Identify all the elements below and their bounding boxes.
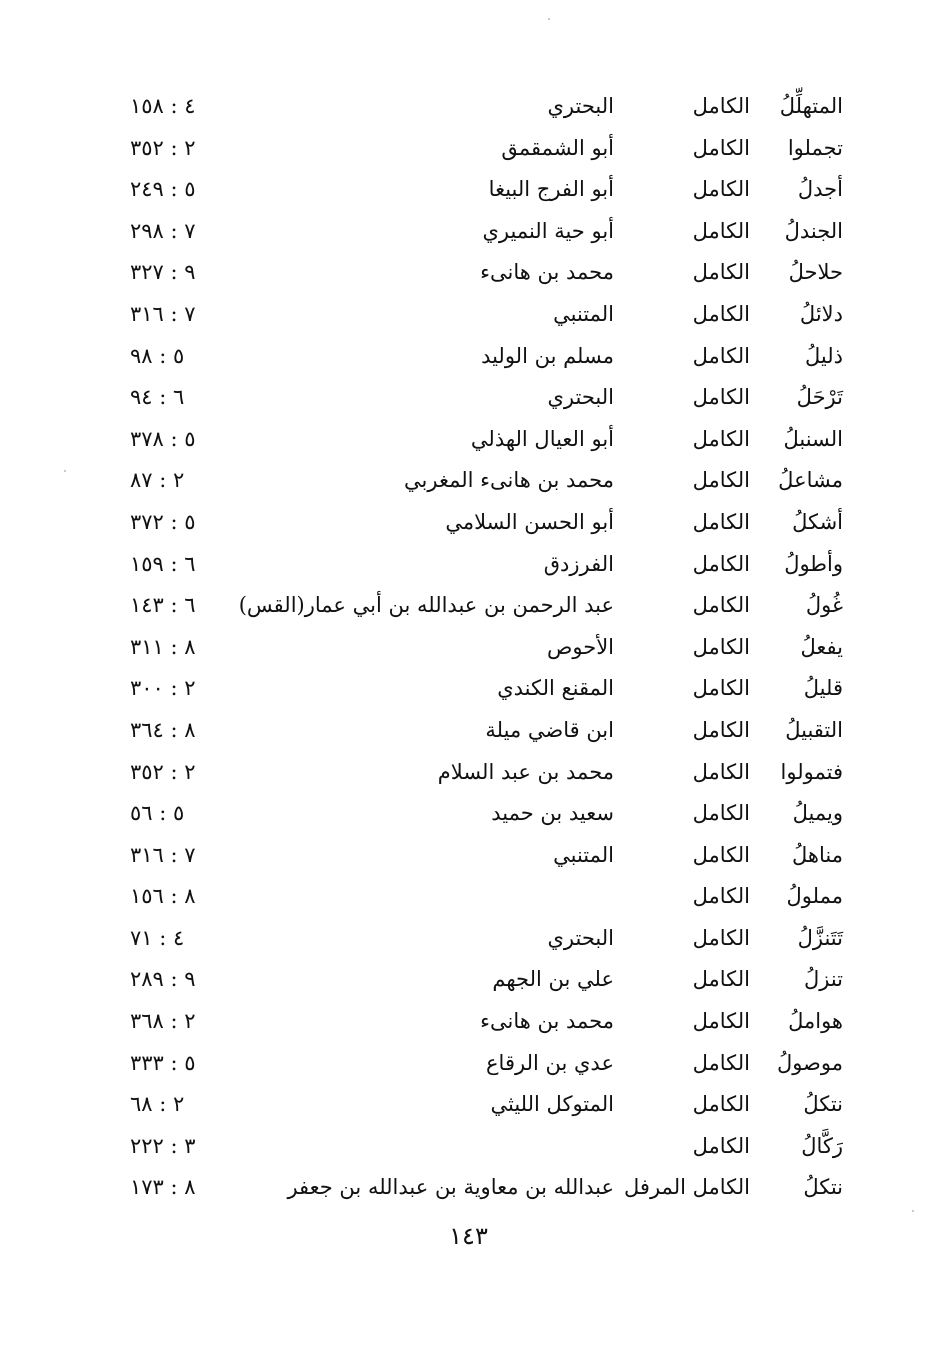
poet-name: محمد بن هانىء المغربي xyxy=(404,468,614,493)
rhyme-word: أجدلُ xyxy=(797,177,843,202)
volume-page-ref: ٧ : ٣١٦ xyxy=(130,842,196,867)
index-row xyxy=(0,1167,937,1209)
index-row xyxy=(0,585,937,627)
rhyme-word: الجندلُ xyxy=(784,218,843,243)
poet-name: محمد بن هانىء xyxy=(480,1009,614,1034)
meter-name: الكامل xyxy=(692,884,750,909)
rhyme-word: دلائلُ xyxy=(799,301,843,326)
poet-name: أبو الفرج البيغا xyxy=(488,177,614,202)
index-row xyxy=(0,86,937,128)
meter-name: الكامل xyxy=(692,551,750,576)
rhyme-word: حلاحلُ xyxy=(788,260,843,285)
index-row xyxy=(0,793,937,835)
meter-name: الكامل xyxy=(692,1050,750,1075)
volume-page-ref: ٥ : ٣٣٣ xyxy=(130,1050,196,1075)
volume-page-ref: ٥ : ٢٤٩ xyxy=(130,177,196,202)
page-number: ١٤٣ xyxy=(449,1222,488,1250)
poet-name: مسلم بن الوليد xyxy=(481,343,614,368)
volume-page-ref: ٧ : ٢٩٨ xyxy=(130,218,196,243)
meter-name: الكامل xyxy=(692,967,750,992)
index-row xyxy=(0,1084,937,1126)
rhyme-word: هواملُ xyxy=(788,1009,843,1034)
index-row xyxy=(0,252,937,294)
volume-page-ref: ٨ : ١٥٦ xyxy=(130,884,196,909)
index-row xyxy=(0,627,937,669)
rhyme-word: ويميلُ xyxy=(792,801,843,826)
meter-name: الكامل xyxy=(692,634,750,659)
index-row xyxy=(0,336,937,378)
poet-name: عبد الرحمن بن عبدالله بن أبي عمار(القس) xyxy=(238,593,614,618)
index-row xyxy=(0,169,937,211)
poet-name: المتنبي xyxy=(553,842,614,867)
meter-name: الكامل xyxy=(692,343,750,368)
index-row xyxy=(0,1001,937,1043)
poet-name: ابن قاضي ميلة xyxy=(485,717,614,742)
index-row xyxy=(0,1126,937,1168)
index-row xyxy=(0,502,937,544)
poet-name: علي بن الجهم xyxy=(492,967,614,992)
index-row xyxy=(0,419,937,461)
volume-page-ref: ٢ : ٣٥٢ xyxy=(130,135,196,160)
rhyme-word: تَرْحَلُ xyxy=(796,385,843,410)
poet-name: الأحوص xyxy=(546,634,614,659)
rhyme-word: تَتَنزَّلُ xyxy=(797,925,843,950)
poet-name: سعيد بن حميد xyxy=(491,801,614,826)
volume-page-ref: ٢ : ٣٦٨ xyxy=(130,1009,196,1034)
index-row xyxy=(0,959,937,1001)
meter-name: الكامل xyxy=(692,676,750,701)
meter-name: الكامل xyxy=(692,801,750,826)
index-row xyxy=(0,294,937,336)
rhyme-word: غُولُ xyxy=(805,593,843,618)
volume-page-ref: ٨ : ١٧٣ xyxy=(130,1175,196,1200)
scan-speck xyxy=(64,470,66,472)
volume-page-ref: ٢ : ٣٠٠ xyxy=(130,676,196,701)
volume-page-ref: ٨ : ٣٦٤ xyxy=(130,717,196,742)
index-row xyxy=(0,668,937,710)
volume-page-ref: ٨ : ٣١١ xyxy=(130,634,196,659)
volume-page-ref: ٣ : ٢٢٢ xyxy=(130,1133,196,1158)
volume-page-ref: ٦ : ٩٤ xyxy=(130,385,185,410)
volume-page-ref: ٩ : ٣٢٧ xyxy=(130,260,196,285)
volume-page-ref: ٥ : ٥٦ xyxy=(130,801,185,826)
poet-name: المتوكل الليثي xyxy=(490,1092,614,1117)
volume-page-ref: ٢ : ٨٧ xyxy=(130,468,185,493)
rhyme-word: مناهلُ xyxy=(792,842,843,867)
poet-name xyxy=(194,1126,614,1168)
meter-name: الكامل المرفل xyxy=(624,1175,750,1200)
meter-name: الكامل xyxy=(692,260,750,285)
meter-name: الكامل xyxy=(692,301,750,326)
rhyme-word: وأطولُ xyxy=(784,551,843,576)
poet-name: أبو الحسن السلامي xyxy=(445,509,614,534)
poet-name: الفرزدق xyxy=(543,551,614,576)
poet-name: عدي بن الرقاع xyxy=(486,1050,614,1075)
rhyme-word: يفعلُ xyxy=(800,634,843,659)
rhyme-word: ذليلُ xyxy=(805,343,843,368)
poet-name: أبو الشمقمق xyxy=(501,135,614,160)
meter-name: الكامل xyxy=(692,509,750,534)
poet-name xyxy=(194,876,614,918)
meter-name: الكامل xyxy=(692,94,750,118)
scan-speck xyxy=(912,1210,914,1212)
meter-name: الكامل xyxy=(692,1133,750,1158)
poet-name: عبدالله بن معاوية بن عبدالله بن جعفر xyxy=(287,1175,614,1200)
meter-name: الكامل xyxy=(692,426,750,451)
meter-name: الكامل xyxy=(692,842,750,867)
volume-page-ref: ٦ : ١٥٩ xyxy=(130,551,196,576)
rhyme-word: التقبيلُ xyxy=(785,717,843,742)
volume-page-ref: ٥ : ٣٧٨ xyxy=(130,426,196,451)
meter-name: الكامل xyxy=(692,759,750,784)
poet-name: أبو حية النميري xyxy=(482,218,614,243)
rhyme-word: نتكلُ xyxy=(803,1092,843,1117)
meter-name: الكامل xyxy=(692,1009,750,1034)
poet-name: البحتري xyxy=(547,94,614,118)
rhyme-word: موصولُ xyxy=(776,1050,843,1075)
rhyme-index-table xyxy=(0,86,937,1209)
volume-page-ref: ٩ : ٢٨٩ xyxy=(130,967,196,992)
index-row xyxy=(0,1043,937,1085)
meter-name: الكامل xyxy=(692,468,750,493)
poet-name: محمد بن هانىء xyxy=(480,260,614,285)
index-row xyxy=(0,128,937,170)
rhyme-word: مملولُ xyxy=(786,884,843,909)
meter-name: الكامل xyxy=(692,925,750,950)
rhyme-word: أشكلُ xyxy=(792,509,843,534)
rhyme-word: مشاعلُ xyxy=(778,468,843,493)
meter-name: الكامل xyxy=(692,385,750,410)
volume-page-ref: ٤ : ٧١ xyxy=(130,925,185,950)
index-row xyxy=(0,918,937,960)
rhyme-word: تجملوا xyxy=(787,135,843,160)
rhyme-word: نتكلُ xyxy=(803,1175,843,1200)
rhyme-word: المتهلِّلُ xyxy=(779,94,843,118)
volume-page-ref: ٢ : ٣٥٢ xyxy=(130,759,196,784)
index-row xyxy=(0,710,937,752)
poet-name: البحتري xyxy=(547,385,614,410)
index-row xyxy=(0,460,937,502)
volume-page-ref: ٥ : ٣٧٢ xyxy=(130,509,196,534)
poet-name: البحتري xyxy=(547,925,614,950)
meter-name: الكامل xyxy=(692,1092,750,1117)
index-row xyxy=(0,211,937,253)
poet-name: المقنع الكندي xyxy=(497,676,614,701)
scan-speck xyxy=(548,18,550,20)
meter-name: الكامل xyxy=(692,218,750,243)
poet-name: محمد بن عبد السلام xyxy=(437,759,614,784)
rhyme-word: قليلُ xyxy=(803,676,843,701)
meter-name: الكامل xyxy=(692,593,750,618)
meter-name: الكامل xyxy=(692,135,750,160)
meter-name: الكامل xyxy=(692,717,750,742)
index-row xyxy=(0,752,937,794)
rhyme-word: السنبلُ xyxy=(783,426,843,451)
index-row xyxy=(0,876,937,918)
volume-page-ref: ٤ : ١٥٨ xyxy=(130,94,196,118)
index-row xyxy=(0,377,937,419)
poet-name: أبو العيال الهذلي xyxy=(470,426,614,451)
volume-page-ref: ٢ : ٦٨ xyxy=(130,1092,185,1117)
volume-page-ref: ٧ : ٣١٦ xyxy=(130,301,196,326)
meter-name: الكامل xyxy=(692,177,750,202)
poet-name: المتنبي xyxy=(553,301,614,326)
rhyme-word: فتمولوا xyxy=(780,759,843,784)
volume-page-ref: ٦ : ١٤٣ xyxy=(130,593,196,618)
rhyme-word: تنزلُ xyxy=(803,967,843,992)
index-row xyxy=(0,835,937,877)
index-row xyxy=(0,544,937,586)
volume-page-ref: ٥ : ٩٨ xyxy=(130,343,185,368)
rhyme-word: رَكَّالُ xyxy=(801,1133,843,1158)
